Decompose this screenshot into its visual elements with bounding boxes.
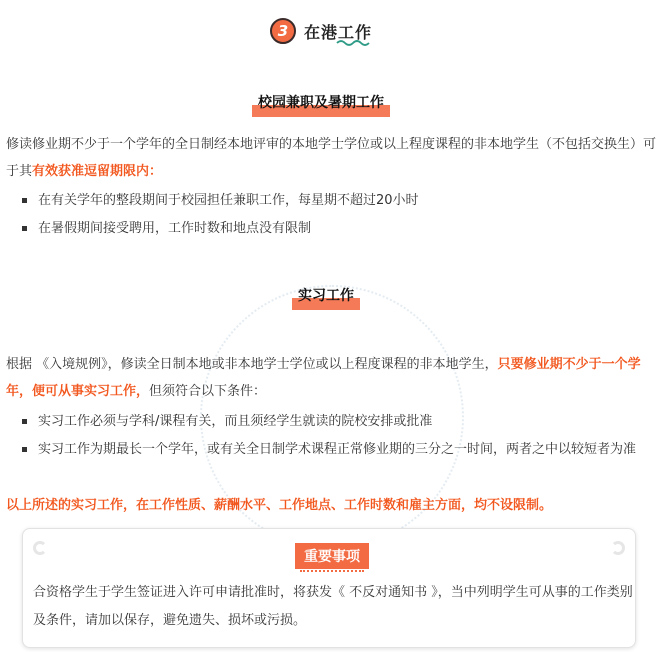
notice-corner-icon bbox=[33, 541, 47, 555]
notice-title: 重要事项 bbox=[295, 543, 369, 569]
wave-underline-icon bbox=[336, 38, 370, 46]
notice-text: 合资格学生于学生签证进入许可申请批准时，将获发《 不反对通知书 》，当中列明学生可从事的工作类别及条件，请加以保存，避免遗失、损坏或污损。 bbox=[33, 585, 633, 628]
internship-title: 实习工作 bbox=[298, 285, 354, 305]
campus-work-title: 校园兼职及暑期工作 bbox=[258, 92, 384, 112]
list-item: 在暑假期间接受聘用，工作时数和地点没有限制 bbox=[22, 215, 652, 242]
list-item: 实习工作为期最长一个学年，或有关全日制学术课程正常修业期的三分之一时间，两者之中以较短者为准 bbox=[22, 436, 652, 463]
internship-condition-highlight: 只要修业期不少于一个学年，便可从事实习工作， bbox=[6, 357, 641, 399]
section-header-title: 在港工作 bbox=[304, 22, 373, 42]
notice-corner-icon bbox=[611, 541, 625, 555]
internship-closing-note: 以上所述的实习工作，在工作性质、薪酬水平、工作地点、工作时数和雇主方面，均不设限制。 bbox=[6, 498, 553, 513]
important-notice-box bbox=[22, 528, 636, 648]
campus-work-intro: 修读修业期不少于一个学年的全日制经本地评审的本地学士学位或以上程度课程的非本地学生（不包括交换生）可于其有效获准逗留期限内： bbox=[6, 137, 657, 179]
list-item: 实习工作必须与学科/课程有关，而且须经学生就读的院校安排或批准 bbox=[22, 408, 652, 435]
section-number-badge: 3 bbox=[270, 18, 296, 44]
stay-period-highlight: 有效获准逗留期限内： bbox=[32, 164, 163, 179]
list-item: 在有关学年的整段期间于校园担任兼职工作，每星期不超过20小时 bbox=[22, 187, 652, 214]
internship-intro: 根据 《入境规例》，修读全日制本地或非本地学士学位或以上程度课程的非本地学生，只要修业期不少于一个学年，便可从事实习工作，但须符合以下条件： bbox=[6, 357, 641, 399]
